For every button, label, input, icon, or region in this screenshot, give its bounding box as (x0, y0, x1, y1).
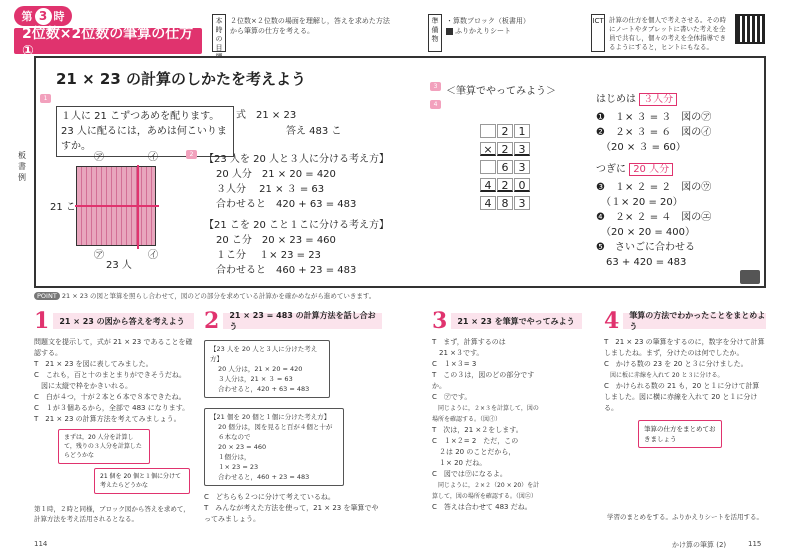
hissan-cell: 3 (514, 142, 530, 156)
hissan-cell: × (480, 142, 496, 156)
point-label: POINT (34, 292, 60, 300)
problem-line-2: 23 人に配るには，あめは何こいりますか。 (61, 126, 227, 152)
problem-box (56, 106, 234, 157)
step-tag-3: 3 (430, 82, 441, 91)
section-title: 21 × 23 を筆算でやってみよう (451, 313, 582, 329)
step-tag-4: 4 (430, 100, 441, 109)
hissan-cell: 8 (497, 196, 513, 210)
blackboard (34, 56, 766, 288)
fig-label-a-top: ㋐ (94, 152, 104, 163)
hajime-box: ３人分 (639, 93, 677, 106)
split1-block (204, 152, 389, 212)
block-figure (76, 166, 156, 246)
hissan-cell: 1 (514, 124, 530, 138)
prep-item: ・算数ブロック（板書用） (446, 17, 530, 25)
section-body: T 21 × 23 の筆算をするのに，数字を分けて計算しましたね。まず，分けたのは何でしたか。 C かける数の 23 を 20 と３に分けました。 図に板に赤線を入れて 20 と３に分ける。 C かけられる数の 21 も，20 と１に分けて計算しました。図に横に赤線を入れて 20 と１に分ける。 (604, 338, 765, 412)
footer-chapter: かけ算の筆算 (2) (672, 541, 727, 549)
hissan-grid (480, 124, 530, 214)
board-side-label: 板書例 (18, 151, 26, 182)
split2-title: 【21 こを 20 こと１こに分ける考え方】 (204, 220, 389, 231)
speech-bubble: 21 個を 20 個と１個に分けて考えたらどうかな (94, 468, 190, 494)
ict-text: 計算の仕方を個人で考えさせる。その時にノートやタブレットに書いた考えを全員で共有し，個々の考えを全体指導できるようにすると，ヒントにもなる。 (609, 16, 726, 51)
section-body: C どちらも２つに分けて考えているね。 T みんなが考えた方法を使って，21 × 23 を筆算でやってみましょう。 (204, 493, 379, 523)
hissan-cell: 3 (514, 160, 530, 174)
teacher-bubble: 筆算の仕方をまとめておきましょう (638, 420, 722, 448)
board-title: 21 × 23 の計算のしかたを考えよう (56, 70, 306, 88)
sheet-icon (446, 28, 453, 35)
section-1 (34, 308, 194, 524)
fig-label-a-bottom: ㋐ (94, 250, 104, 261)
ict-label: ICT (591, 14, 605, 52)
method-box-2: 【21 個を 20 個と１個に分けた考え方】 20 個分は，図を見ると百が４個と十が６本なので 20 × 23 = 460 １個分は， １× 23 = 23 合わせると，460 + 23 = 483 (204, 408, 344, 486)
step-tag-2: 2 (186, 150, 197, 159)
section-3 (432, 308, 582, 513)
speech-bubble: まずは，20 人分を計算して，残りの３人分を計算したらどうかな (58, 429, 150, 464)
formula: 式 21 × 23 (236, 110, 297, 121)
hissan-cell (480, 124, 496, 138)
section-number: 4 (604, 308, 620, 334)
prep-label: 準備物 (428, 14, 442, 52)
lesson-title: 2位数×2位数の筆算の仕方 ① (14, 28, 202, 54)
prep-list (446, 16, 576, 36)
split2-lines: 20 こ分 20 × 23 = 460 １こ分 １× 23 = 23 合わせると 460 + 23 = 483 (216, 235, 357, 276)
method-box-1: 【23 人を 20 人と３人に分けた考え方】 20 人分は，21 × 20 = 420 ３人分は，21 × ３ = 63 合わせると，420 + 63 = 483 (204, 340, 330, 398)
point-text: 21 × 23 の図と筆算を照らし合わせて，図のどの部分を求めている計算かを確かめながら進めていきます。 (61, 292, 376, 300)
hissan-cell (480, 160, 496, 174)
prep-item-2: ふりかえりシート (446, 26, 576, 36)
point-note (34, 291, 766, 300)
step-tag-1: 1 (40, 94, 51, 103)
problem-line-1: １人に 21 こずつあめを配ります。 (61, 111, 220, 122)
hissan-cell: 2 (497, 178, 513, 192)
hissan-cell: 4 (480, 178, 496, 192)
badge-number: 3 (35, 8, 52, 25)
goal-text: ２位数×２位数の場面を理解し，答えを求めた方法から筆算の仕方を考える。 (230, 17, 390, 35)
fig-label-b-top: ㋑ (148, 152, 158, 163)
hajime-line: はじめは ３人分 (596, 92, 677, 107)
fig-bottom-label: 23 人 (106, 260, 132, 271)
answer: 答え 483 こ (286, 126, 342, 137)
split-line-h (75, 205, 159, 207)
steps1: ❶ １× ３ = ３ 図の㋐ ❷ ２× ３ = ６ 図の㋑ （20 × ３ = 60） (596, 112, 712, 153)
section-2 (204, 308, 382, 525)
fig-left-label: 21 こ (50, 202, 76, 213)
steps2: ❸ １× ２ = ２ 図の㋒ （１× 20 = 20） ❹ ２× ２ = ４ 図の㋓ （20 × 20 = 400） ❺ さいごに合わせる 63 + 420 = 483 (596, 182, 712, 268)
section-title: 21 × 23 の図から答えを考えよう (53, 313, 194, 329)
split-line-v (137, 165, 139, 249)
section-body: 問題文を提示して，式が 21 × 23 であることを確認する。 T 21 × 23 を図に表してみました。 C これも，百と十のまとまりができそうだね。 図に太縦で枠をかきいれる。 C 白が４つ，十が２本と６本で８本できたね。 C １が３個あるから，全部で 483 になります。 T 21 × 23 の計算方法を考えてみましょう。 (34, 338, 193, 423)
tsugi-box: 20 人分 (629, 163, 673, 176)
tsugi-line: つぎに 20 人分 (596, 162, 673, 177)
section-body: T まず，計算するのは 21 ×３です。 C １×３= 3 T この３は，図のどの部分ですか。 C ㋐です。 同じように，２×３を計算して，図の場所を確認する。（図㋑） T 次は，21 ×２をします。 C １×２= 2 ただ，この ２は 20 のことだから， １× 20 だね。 C 図では㋒になるよ。 同じように，２×２（20 × 20）を計算して，図の場所を確認する。（図㋓） C 答えは合わせて 483 だね。 (432, 338, 540, 511)
badge-pre: 第 (21, 10, 33, 23)
section-footer: 第１時，２時と同様，ブロック図から答えを求めて，計算方法を考え活用されるとなる。 (34, 505, 190, 523)
hissan-title: ＜筆算でやってみよう＞ (446, 86, 556, 97)
section-title: 21 × 23 = 483 の計算方法を話し合おう (223, 313, 382, 329)
goal-label: 本時の目 (212, 14, 226, 52)
split1-title: 【23 人を 20 人と３人に分ける考え方】 (204, 154, 389, 165)
page-number-left: 114 (34, 540, 48, 548)
hissan-cell: 2 (497, 142, 513, 156)
hissan-cell: 3 (514, 196, 530, 210)
section-footer: 学習のまとめをする。ふりかえりシートを活用する。 (607, 513, 763, 521)
badge-post: 時 (53, 10, 65, 23)
fig-label-b-bottom: ㋑ (148, 250, 158, 261)
hissan-cell: 6 (497, 160, 513, 174)
page-number-right: 115 (748, 540, 762, 548)
section-4 (604, 308, 766, 523)
hissan-cell: 4 (480, 196, 496, 210)
section-number: 1 (34, 308, 50, 334)
qr-code-icon[interactable] (735, 14, 765, 44)
hissan-cell: 2 (497, 124, 513, 138)
hissan-cell: 0 (514, 178, 530, 192)
section-number: 2 (204, 308, 220, 334)
split1-lines: 20 人分 21 × 20 = 420 ３人分 21 × ３ = 63 合わせると 420 + 63 = 483 (216, 169, 357, 210)
split2-block (204, 218, 389, 278)
section-title: 筆算の方法でわかったことをまとめよう (623, 313, 766, 329)
section-number: 3 (432, 308, 448, 334)
book-icon (740, 270, 760, 284)
